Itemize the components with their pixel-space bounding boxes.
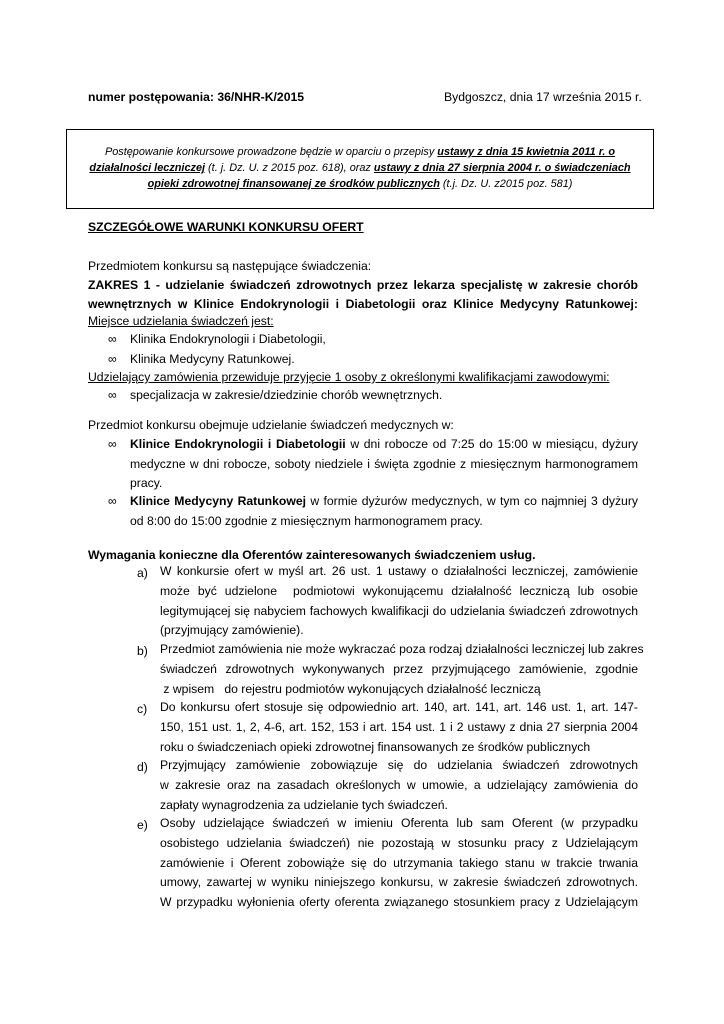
scope-intro: Przedmiot konkursu obejmuje udzielanie świadczeń medycznych w: xyxy=(88,418,454,432)
place-item-text: Klinika Medycyny Ratunkowej. xyxy=(130,352,295,366)
requirement-letter: d) xyxy=(137,760,148,774)
requirement-line: zamówienie i Oferent zobowiąże się do utrzymania takiego stanu w trakcie trwania xyxy=(160,855,638,870)
scope-item-1-line-1 xyxy=(130,437,638,451)
requirement-item xyxy=(160,814,638,913)
requirement-line: roku o świadczeniach opieki zdrowotnej finansowanych ze środków publicznych xyxy=(160,739,591,754)
infinity-bullet-icon: ∞ xyxy=(108,494,117,508)
requirement-item xyxy=(160,698,638,757)
infinity-bullet-icon: ∞ xyxy=(108,437,117,451)
requirement-line: legitymującej się nabyciem fachowych kwalifikacji do udzielania świadczeń zdrowotnych xyxy=(160,603,638,618)
requirement-line: może być udzielone podmiotowi wykonującemu działalność leczniczą lub osobie xyxy=(160,583,638,598)
infinity-bullet-icon: ∞ xyxy=(108,388,117,402)
requirement-letter: c) xyxy=(137,702,148,716)
place-heading: Miejsce udzielania świadczeń jest: xyxy=(88,314,274,328)
intro-text: Przedmiotem konkursu są następujące świadczenia: xyxy=(88,259,372,273)
notice-act-1: ustawy z dnia 15 kwietnia 2011 r. o działalności leczniczej xyxy=(89,146,616,174)
requirement-line: umowy, zawartej w wyniku niniejszego konkursu, w zakresie świadczeń zdrowotnych. xyxy=(160,875,638,890)
zakres-line-2: wewnętrznych w Klinice Endokrynologii i Diabetologii oraz Klinice Medycyny Ratunkowej: xyxy=(88,297,638,311)
notice-act-2: ustawy z dnia 27 sierpnia 2004 r. o świadczeniach opieki zdrowotnej finansowanej ze środków publicznych xyxy=(147,162,631,190)
place-item-text: Klinika Endokrynologii i Diabetologii, xyxy=(130,332,326,346)
legal-basis-notice xyxy=(66,129,654,209)
scope-item-2-text: w formie dyżurów medycznych, w tym co najmniej 3 dyżury xyxy=(305,494,638,508)
requirement-line: zapłaty wynagrodzenia za udzielanie tych świadczeń. xyxy=(160,797,448,812)
requirement-line: 150, 151 ust. 1, 2, 4-6, art. 152, 153 i art. 154 ust. 1 i 2 ustawy z dnia 27 sierpnia 2004 xyxy=(160,719,638,734)
case-number: numer postępowania: 36/NHR-K/2015 xyxy=(88,90,305,104)
requirement-line: Przedmiot zamówienia nie może wykraczać poza rodzaj działalności leczniczej lub zakres xyxy=(160,642,644,656)
requirement-item xyxy=(160,640,644,699)
staff-heading: Udzielający zamówienia przewiduje przyjęcie 1 osoby z określonymi kwalifikacjami zawodowymi: xyxy=(88,370,610,384)
scope-item-2-line-1 xyxy=(130,494,638,508)
section-title: SZCZEGÓŁOWE WARUNKI KONKURSU OFERT xyxy=(88,220,364,234)
requirement-line: świadczeń zdrowotnych wykonywanych przez przyjmującego zamówienie, zgodnie xyxy=(160,661,638,676)
requirement-letter: b) xyxy=(137,644,148,658)
scope-item-2-title: Klinice Medycyny Ratunkowej xyxy=(130,494,306,508)
requirement-line: W konkursie ofert w myśl art. 26 ust. 1 ustawy o działalności leczniczej, zamówienie xyxy=(160,564,638,578)
scope-item-1-text: w dni robocze od 7:25 do 15:00 w miesiącu, dyżury xyxy=(345,437,638,451)
requirement-item xyxy=(160,756,638,815)
requirement-line: W przypadku wyłonienia oferty oferenta związanego stosunkiem pracy z Udzielającym xyxy=(160,895,638,910)
requirement-line: osobistego udzielania świadczeń) nie pozostają w stosunku pracy z Udzielającym xyxy=(160,835,638,850)
notice-text-3: (t.j. Dz. U. z2015 poz. 581) xyxy=(439,178,573,190)
scope-item-1-line-2: medyczne w dni robocze, soboty niedziele i święta zgodnie z miesięcznym harmonogramem xyxy=(130,457,638,471)
place-date: Bydgoszcz, dnia 17 września 2015 r. xyxy=(444,90,642,104)
infinity-bullet-icon: ∞ xyxy=(108,352,117,366)
requirement-line: Osoby udzielające świadczeń w imieniu Oferenta lub sam Oferent (w przypadku xyxy=(160,816,638,830)
infinity-bullet-icon: ∞ xyxy=(108,332,117,346)
zakres-line-1: ZAKRES 1 - udzielanie świadczeń zdrowotnych przez lekarza specjalistę w zakresie chorób xyxy=(88,278,638,292)
requirement-line: z wpisem do rejestru podmiotów wykonujących działalność leczniczą xyxy=(160,681,541,696)
notice-text-1: Postępowanie konkursowe prowadzone będzie w oparciu o przepisy xyxy=(104,146,438,158)
requirements-heading: Wymagania konieczne dla Oferentów zainteresowanych świadczeniem usług. xyxy=(88,548,536,562)
requirement-line: w zakresie oraz na zasadach określonych w umowie, a udzielający zamówienia do xyxy=(160,777,638,792)
requirement-letter: e) xyxy=(137,818,148,832)
scope-item-2-line-2: od 8:00 do 15:00 zgodnie z miesięcznym harmonogramem pracy. xyxy=(130,514,483,528)
notice-text-2: (t. j. Dz. U. z 2015 poz. 618), oraz xyxy=(205,162,374,174)
scope-item-1-title: Klinice Endokrynologii i Diabetologii xyxy=(130,437,346,451)
scope-item-1-line-3: pracy. xyxy=(130,476,163,490)
requirement-line: Przyjmujący zamówienie zobowiązuje się do udzielania świadczeń zdrowotnych xyxy=(160,758,638,772)
requirement-item xyxy=(160,562,638,641)
requirement-letter: a) xyxy=(137,566,148,580)
requirement-line: Do konkursu ofert stosuje się odpowiednio art. 140, art. 141, art. 146 ust. 1, art. 147- xyxy=(160,700,638,714)
requirement-line: (przyjmujący zamówienie). xyxy=(160,623,304,638)
qualification-text: specjalizacja w zakresie/dziedzinie chorób wewnętrznych. xyxy=(130,388,443,402)
